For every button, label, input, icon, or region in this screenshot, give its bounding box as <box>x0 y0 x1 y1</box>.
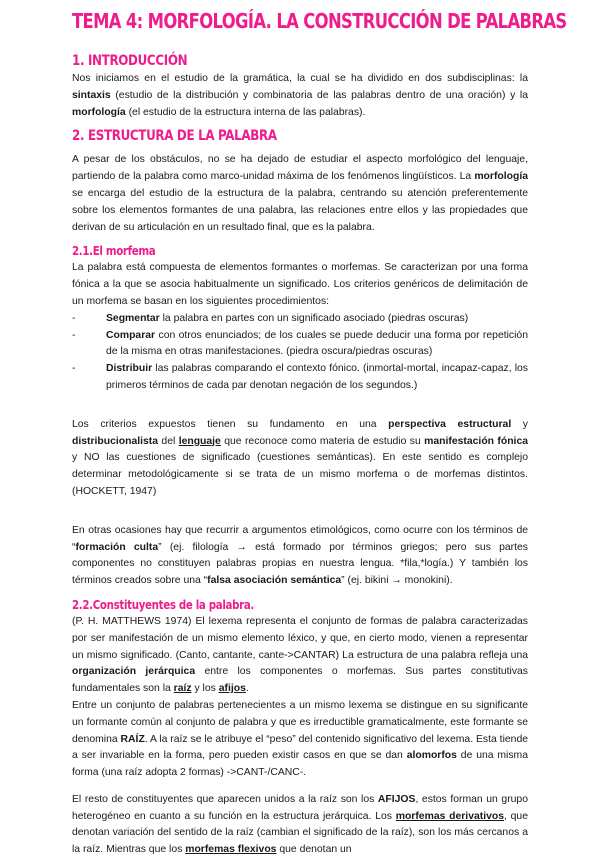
paragraph-estructura: A pesar de los obstáculos, no se ha dejado de estudiar el aspecto morfológico del lenguaje, partiendo de la palabra como marco-unidad máxima de los fenómenos lingüísticos. La morfología se encarga del estudio de la estructura de la palabra, centrando su atención preferentemente sobre los elementos formantes de una palabra, las relaciones entre ellos y las propiedades que derivan de su articulación en un resultado final, que es la palabra. <box>72 154 528 233</box>
list-item: - Distribuir las palabras comparando el contexto fónico. (inmortal-mortal, incapaz-capaz, los primeros términos de cada par denotan negación de los segundos.) <box>72 363 528 391</box>
paragraph-introduccion: Nos iniciamos en el estudio de la gramática, la cual se ha dividido en dos subdisciplinas: la sintaxis (estudio de la distribución y combinatoria de las palabras dentro de una oración) y la morfología (el estudio de la estructura interna de las palabras). <box>72 73 528 118</box>
paragraph-raiz: Entre un conjunto de palabras pertenecientes a un mismo lexema se distingue en su significante un formante común al conjunto de palabra y que es irreductible gramaticalmente, este formante se denomina RAÍZ. A la raíz se le atribuye el “peso” del contenido significativo del lexema. Esta tiende a ser invariable en la forma, pero pueden existir casos en que se dan alomorfos de una misma forma (una raíz adopta 2 formas) ->CANT-/CANC-. <box>72 699 528 779</box>
criteria-list <box>72 311 528 395</box>
section-heading-introduccion: 1. INTRODUCCIÓN <box>72 53 188 69</box>
document-body <box>72 52 528 859</box>
paragraph-afijos: El resto de constituyentes que aparecen unidos a la raíz son los AFIJOS, estos forman un grupo heterogéneo en cuanto a su función en la estructura jerárquica. Los morfemas derivativos, que denotan variación del sentido de la raíz (cambian el significado de la raíz), son los más cercanos a la raíz. Mientras que los morfemas flexivos que denotan un <box>72 793 528 856</box>
list-item: - Segmentar la palabra en partes con un significado asociado (piedras oscuras) <box>72 312 469 324</box>
paragraph-lexema: (P. H. MATTHEWS 1974) El lexema representa el conjunto de formas de palabra caracterizadas por ser manifestación de un mismo elemento léxico, y que, en cierto modo, vienen a representar un mismo significado. (Canto, cantante, cante->CANTAR) La estructura de una palabra refleja una organización jerárquica entre los componentes o morfemas. Sus partes constitutivas fundamentales son la raíz y los afijos. <box>72 615 528 695</box>
list-item: - Comparar con otros enunciados; de los cuales se puede deducir una forma por repetición de la misma en otras manifestaciones. (piedra oscura/piedras oscuras) <box>72 329 528 358</box>
subsection-heading-constituyentes: 2.2.Constituyentes de la palabra. <box>72 596 255 612</box>
paragraph-criterios: Los criterios expuestos tienen su fundamento en una perspectiva estructural y distribucionalista del lenguaje que reconoce como materia de estudio su manifestación fónica y NO las cuestiones de significado (cuestiones semánticas). En este sentido es complejo determinar metodológicamente si se trata de un mismo morfema o de morfemas distintos. (HOCKETT, 1947) <box>72 418 528 497</box>
section-heading-estructura: 2. ESTRUCTURA DE LA PALABRA <box>72 128 277 145</box>
paragraph-etimologicos: En otras ocasiones hay que recurrir a argumentos etimológicos, como ocurre con los términos de “formación culta” (ej. filología → está formado por términos griegos; pero sus partes componentes no constituyen palabras propias en nuestra lengua. *fila,*logía.) Y también los términos creados sobre una “falsa asociación semántica” (ej. bikini → monokini). <box>72 524 528 587</box>
paragraph-morfema: La palabra está compuesta de elementos formantes o morfemas. Se caracterizan por una forma fónica a la que se asocia habitualmente un significado. Los criterios genéricos de delimitación de un morfema se basan en los siguientes procedimientos: <box>72 262 528 307</box>
subsection-heading-morfema: 2.1.El morfema <box>72 243 156 259</box>
page-title: TEMA 4: MORFOLOGÍA. LA CONSTRUCCIÓN DE PALABRAS <box>72 9 567 33</box>
